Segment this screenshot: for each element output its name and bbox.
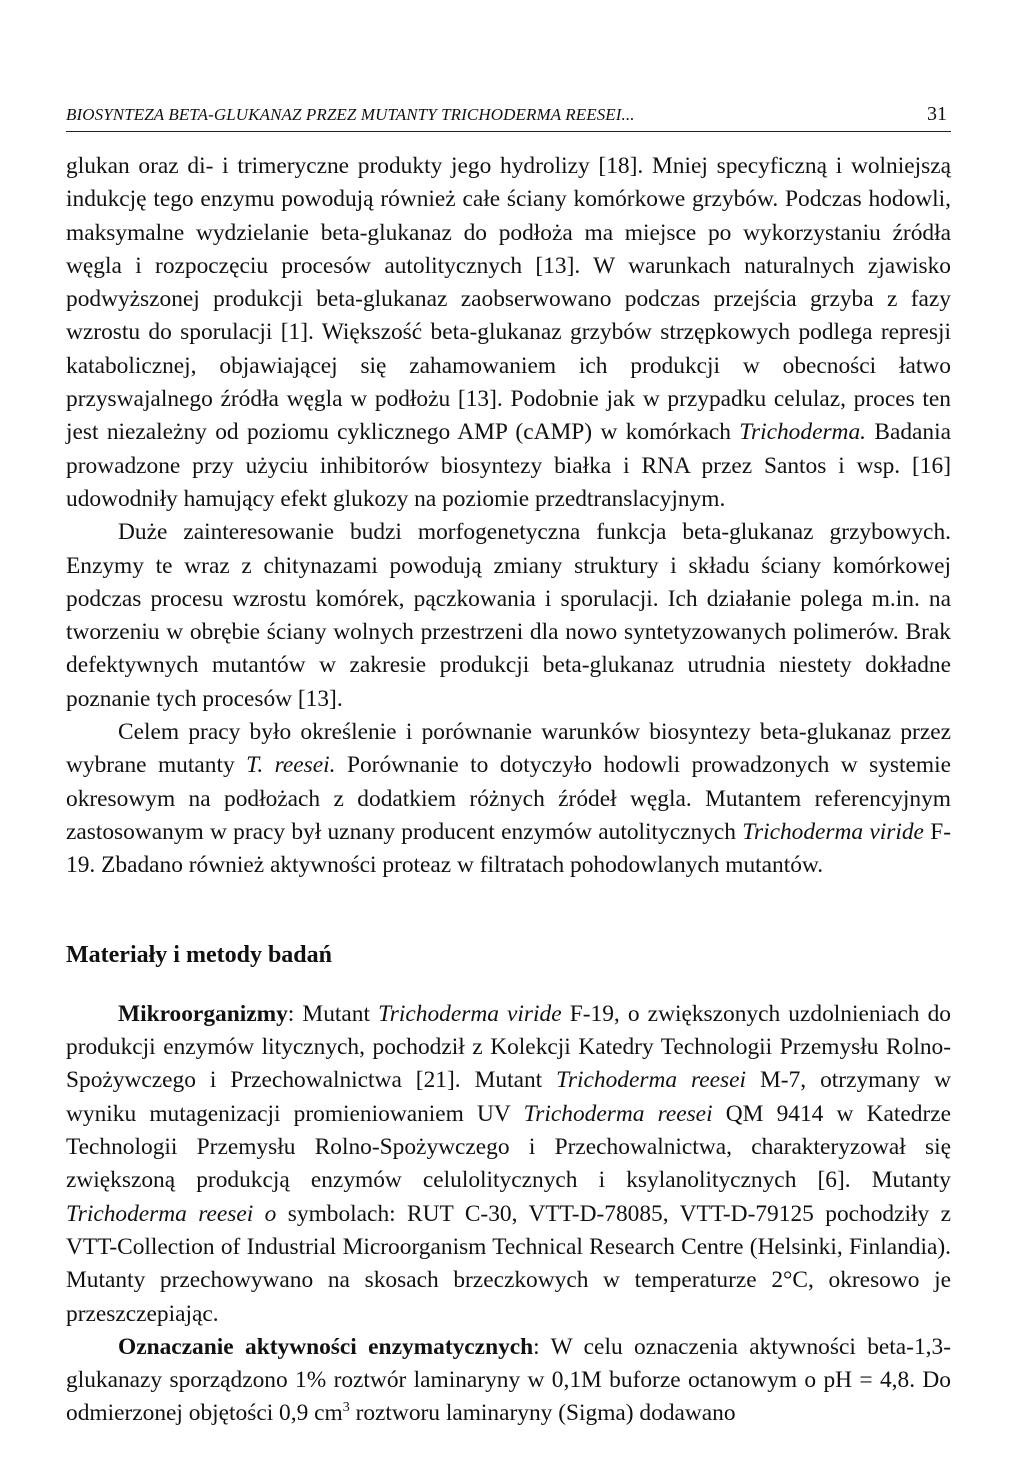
paragraph-text: F-19. Zbadano również aktywności proteaz w filtratach pohodowlanych mutantów.: [66, 818, 951, 879]
italic-species: Trichoderma viride: [378, 1000, 562, 1027]
paragraph-text: Celem pracy było określenie i porównanie warunków biosyntezy beta-glukanaz przez wybrane mutanty: [66, 719, 951, 779]
paragraph-text: symbolach: RUT C-30, VTT-D-78085, VTT-D-79125 pochodziły z VTT-Collection of Industrial Microorganism Technical Research Centre (Helsinki, Finlandia). Mutanty przechowywano na skosach brzeczkowych w temperaturze 2°C, okresowo je przeszczepiając.: [66, 1200, 951, 1327]
italic-species: Trichoderma reesei: [523, 1100, 713, 1127]
paragraph-aim: [66, 716, 951, 882]
paragraph-morphogenetic: Duże zainteresowanie budzi morfogenetyczna funkcja beta-glukanaz grzybowych. Enzymy te wraz z chitynazami powodują zmiany struktury i składu ściany komórkowej podczas procesu wzrostu komórek, pączkowania i sporulacji. Ich działanie polega m.in. na tworzeniu w obrębie ściany wolnych przestrzeni dla nowo syntetyzowanych polimerów. Brak defektywnych mutantów w zakresie produkcji beta-glukanaz utrudnia niestety dokładne poznanie tych procesów [13].: [66, 519, 951, 712]
paragraph-text: roztworu laminaryny (Sigma) dodawano: [349, 1400, 736, 1427]
superscript: 3: [342, 1399, 350, 1415]
body-text: [66, 150, 951, 1431]
paragraph-text: glukan oraz di- i trimeryczne produkty jego hydrolizy [18]. Mniej specyficzną i wolniejszą indukcję tego enzymu powodują również całe ściany komórkowe grzybów. Podczas hodowli, maksymalne wydzielanie beta-glukanaz do podłoża ma miejsce po wykorzystaniu źródła węgla i rozpoczęciu procesów autolitycznych [13]. W warunkach naturalnych zjawisko podwyższonej produkcji beta-glukanaz zaobserwowano podczas przejścia grzyba z fazy wzrostu do sporulacji [1]. Większość beta-glukanaz grzybów strzępkowych podlega represji katabolicznej, objawiającej się zahamowaniem ich produkcji w obecności łatwo przyswajalnego źródła węgla w podłożu [13]. Podobnie jak w przypadku celulaz, proces ten jest niezależny od poziomu cyklicznego AMP (cAMP) w komórkach: [66, 153, 951, 446]
paragraph-text: M-7, otrzymany w wyniku mutagenizacji promieniowaniem UV: [66, 1067, 951, 1127]
paragraph-text: Badania prowadzone przy użyciu inhibitorów biosyntezy białka i RNA przez Santos i wsp. [16] udowodniły hamujący efekt glukozy na poziomie przedtranslacyjnym.: [66, 419, 951, 512]
run-in-heading: Mikroorganizmy: [118, 1000, 288, 1027]
italic-species: Trichoderma viride: [742, 818, 924, 845]
paragraph-continuation: [66, 150, 951, 516]
running-title: BIOSYNTEZA BETA-GLUKANAZ PRZEZ MUTANTY TRICHODERMA REESEI...: [66, 105, 635, 124]
paragraph-text: QM 9414 w Katedrze Technologii Przemysłu Rolno-Spożywczego i Przechowalnictwa, charakteryzował się zwiększoną produkcją enzymów celulolitycznych i ksylanolitycznych [6]. Mutanty: [66, 1100, 951, 1194]
paragraph-text: : Mutant: [287, 1000, 379, 1027]
paragraph-microorganisms: [66, 998, 951, 1331]
paragraph-text: Porównanie to dotyczyło hodowli prowadzonych w systemie okresowym na podłożach z dodatkiem różnych źródeł węgla. Mutantem referencyjnym zastosowanym w pracy był uznany producent enzymów autolitycznych: [66, 752, 951, 845]
italic-genus: Trichoderma.: [739, 419, 866, 446]
running-header: [66, 103, 951, 132]
section-heading: Materiały i metody badań: [66, 941, 332, 968]
italic-species: Trichoderma reesei: [556, 1067, 746, 1094]
paragraph-text: : W celu oznaczenia aktywności beta-1,3-glukanazy sporządzono 1% roztwór laminaryny w 0,1M buforze octanowym o pH = 4,8. Do odmierzonej objętości 0,9 cm: [66, 1333, 951, 1427]
paragraph-text: F-19, o zwiększonych uzdolnieniach do produkcji enzymów litycznych, pochodził z Kolekcji Katedry Technologii Przemysłu Rolno-Spożywczego i Przechowalnictwa [21]. Mutant: [66, 1000, 951, 1094]
page-number: 31: [927, 103, 947, 125]
run-in-heading: Oznaczanie aktywności enzymatycznych: [118, 1333, 534, 1360]
italic-species: T. reesei.: [246, 752, 336, 779]
italic-species: Trichoderma reesei o: [66, 1200, 277, 1227]
paragraph-enzyme-activity: [66, 1331, 951, 1431]
